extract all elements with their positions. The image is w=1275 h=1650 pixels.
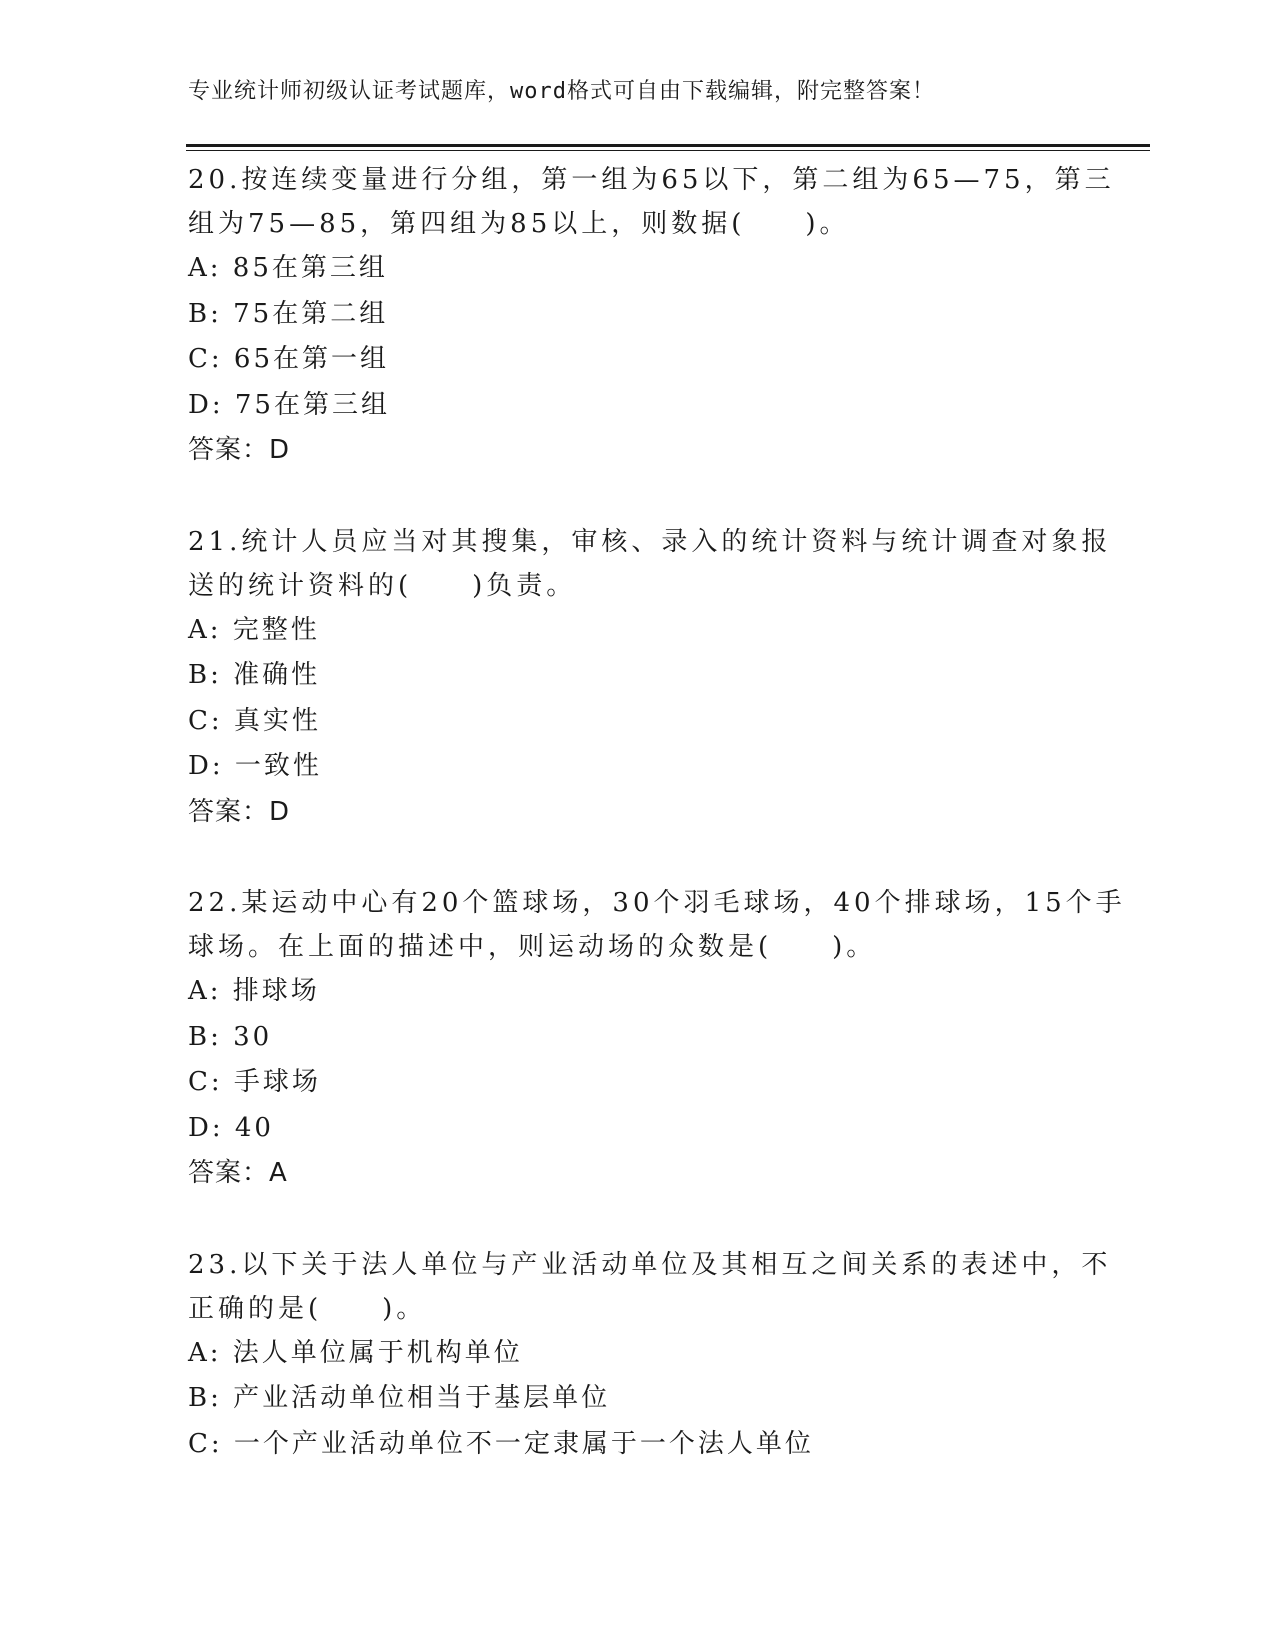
question-text-line: 20.按连续变量进行分组，第一组为65以下，第二组为65—75，第三 [188, 165, 1115, 195]
question-text-line: 正确的是( )。 [188, 1293, 427, 1324]
option-c: C: 手球场 [188, 1067, 321, 1097]
header-rule-thin [186, 150, 1150, 151]
question-list [188, 158, 1126, 1513]
page-header: 专业统计师初级认证考试题库，word格式可自由下载编辑，附完整答案！ [188, 79, 935, 104]
answer: 答案：A [188, 1158, 288, 1188]
option-d: D: 40 [188, 1112, 274, 1143]
option-b: B: 30 [188, 1021, 273, 1052]
question-text-line: 送的统计资料的( )负责。 [188, 570, 577, 601]
question-text-line: 23.以下关于法人单位与产业活动单位及其相互之间关系的表述中，不 [188, 1249, 1112, 1280]
question-text-line: 球场。在上面的描述中，则运动场的众数是( )。 [188, 932, 877, 962]
option-a: A: 法人单位属于机构单位 [188, 1337, 523, 1368]
answer: 答案：D [188, 796, 291, 827]
question-text-line: 21.统计人员应当对其搜集，审核、录入的统计资料与统计调查对象报 [188, 526, 1112, 557]
answer: 答案：D [188, 435, 291, 465]
question-21 [188, 520, 1112, 836]
question-text-line: 组为75—85，第四组为85以上，则数据( )。 [188, 209, 850, 239]
question-text-line: 22.某运动中心有20个篮球场，30个羽毛球场，40个排球场，15个手 [188, 888, 1126, 918]
option-d: D: 一致性 [188, 751, 322, 781]
option-c: C: 65在第一组 [188, 344, 390, 374]
option-b: B: 75在第二组 [188, 298, 389, 329]
question-22 [188, 881, 1126, 1197]
header-rule-thick [186, 144, 1150, 147]
option-a: A: 完整性 [188, 614, 320, 645]
question-20 [188, 158, 1115, 474]
option-b: B: 产业活动单位相当于基层单位 [188, 1383, 611, 1413]
option-a: A: 85在第三组 [188, 253, 388, 283]
option-c: C: 一个产业活动单位不一定隶属于一个法人单位 [188, 1428, 814, 1459]
question-23 [188, 1243, 1112, 1468]
option-b: B: 准确性 [188, 660, 321, 690]
option-d: D: 75在第三组 [188, 389, 390, 420]
option-c: C: 真实性 [188, 705, 321, 736]
option-a: A: 排球场 [188, 976, 320, 1006]
